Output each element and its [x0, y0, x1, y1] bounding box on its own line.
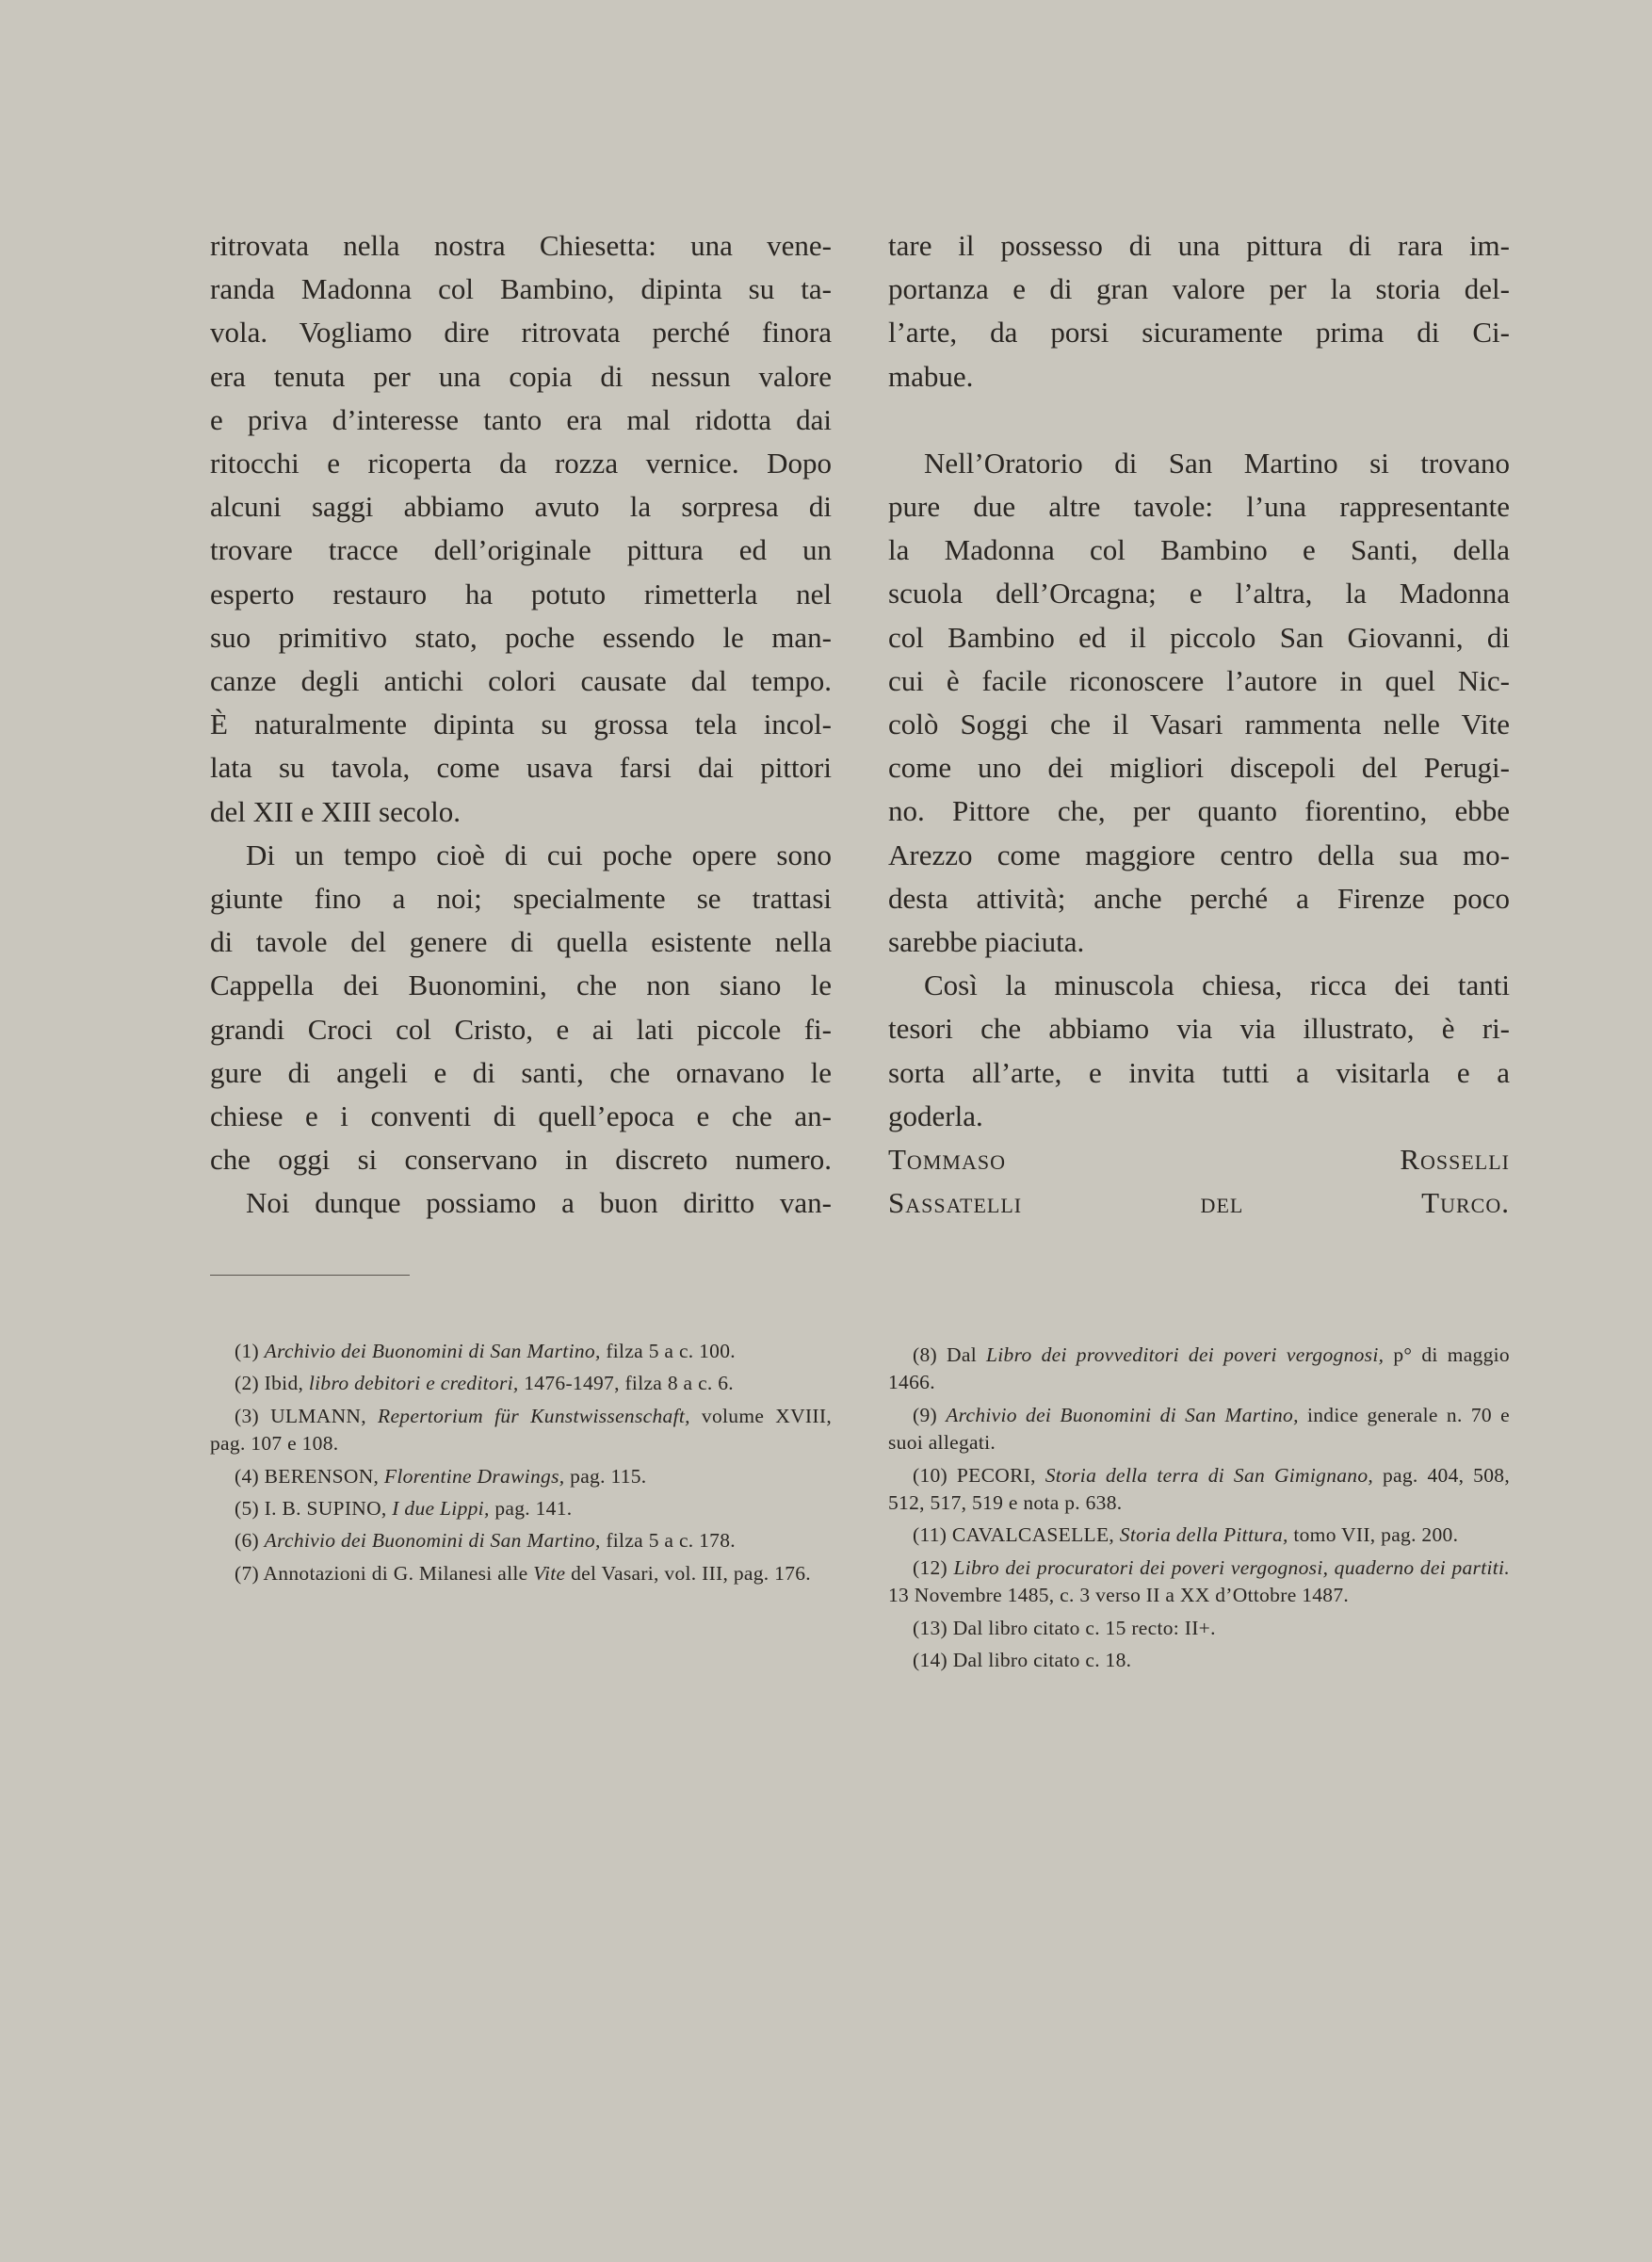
footnote-text: 13 Novembre 1485, c. 3 verso II a XX d’Ottobre 1487.: [888, 1584, 1350, 1607]
text-line: col Bambino ed il piccolo San Giovanni, di: [888, 620, 1510, 654]
footnote-title: Libro dei provveditori dei poveri vergognosi,: [986, 1343, 1385, 1366]
text-line: del XII e XIII secolo.: [210, 794, 461, 828]
text-line: chiese e i conventi di quell’epoca e che an-: [210, 1099, 832, 1133]
text-line: suo primitivo stato, poche essendo le man-: [210, 620, 832, 654]
text-line: lata su tavola, come usava farsi dai pittori: [210, 751, 832, 785]
footnote-number: (4): [235, 1464, 259, 1488]
footnote-text: p° di maggio 1466.: [888, 1343, 1510, 1394]
text-line: tesori che abbiamo via via illustrato, è ri-: [888, 1012, 1510, 1046]
footnote-text: Dal libro citato c. 15 recto: II+.: [952, 1616, 1216, 1639]
footnote-text: tomo VII, pag. 200.: [1293, 1523, 1459, 1547]
footnote-2: [210, 1370, 832, 1397]
footnote-title: Archivio dei Buonomini di San Martino,: [946, 1403, 1299, 1426]
footnote-text: 1476-1497, filza 8 a c. 6.: [524, 1372, 734, 1395]
text-line: goderla.: [888, 1098, 983, 1132]
text-line: Nell’Oratorio di San Martino si trovano: [924, 446, 1510, 480]
footnote-text: I. B. SUPINO,: [264, 1497, 387, 1521]
footnote-text: pag. 404, 508, 512, 517, 519 e nota p. 638.: [888, 1463, 1511, 1515]
text-line: Noi dunque possiamo a buon diritto van-: [246, 1186, 832, 1220]
footnote-number: (7): [235, 1561, 259, 1585]
text-line: che oggi si conservano in discreto numero.: [210, 1143, 832, 1177]
footnote-12: [888, 1554, 1510, 1610]
text-line: canze degli antichi colori causate dal tempo.: [210, 664, 832, 698]
footnote-title: libro debitori e creditori,: [308, 1372, 519, 1395]
text-line: alcuni saggi abbiamo avuto la sorpresa di: [210, 490, 832, 524]
text-line: Cappella dei Buonomini, che non siano le: [210, 968, 832, 1002]
text-line: ritocchi e ricoperta da rozza vernice. Dopo: [210, 447, 832, 480]
footnotes-left: [210, 1338, 832, 1592]
text-line: la Madonna col Bambino e Santi, della: [888, 533, 1510, 567]
footnote-text: Ibid,: [264, 1372, 304, 1395]
text-line: vola. Vogliamo dire ritrovata perché finora: [210, 316, 832, 350]
text-line: Così la minuscola chiesa, ricca dei tanti: [924, 968, 1510, 1002]
footnote-text: del Vasari, vol. III, pag. 176.: [571, 1561, 811, 1585]
footnote-number: (5): [235, 1497, 259, 1521]
footnote-11: [888, 1522, 1510, 1549]
footnote-title: Storia della Pittura,: [1119, 1523, 1288, 1547]
footnote-number: (12): [913, 1555, 948, 1579]
text-line: gure di angeli e di santi, che ornavano le: [210, 1055, 832, 1089]
footnote-title: Storia della terra di San Gimignano,: [1045, 1463, 1374, 1487]
text-line: tare il possesso di una pittura di rara im-: [888, 229, 1510, 262]
text-line: era tenuta per una copia di nessun valore: [210, 359, 832, 393]
text-line: sarebbe piaciuta.: [888, 925, 1085, 959]
text-line: di tavole del genere di quella esistente nella: [210, 925, 832, 959]
footnote-title: Archivio dei Buonomini di San Martino,: [264, 1340, 601, 1362]
footnote-14: [888, 1647, 1510, 1674]
footnote-number: (11): [913, 1523, 947, 1547]
text-line: Arezzo come maggiore centro della sua mo-: [888, 838, 1510, 871]
footnote-3: [210, 1403, 832, 1458]
footnote-5: [210, 1495, 832, 1522]
footnote-title: Archivio dei Buonomini di San Martino,: [264, 1529, 601, 1553]
right-text-column: [888, 224, 1510, 1225]
footnote-number: (6): [235, 1529, 259, 1553]
footnote-number: (9): [913, 1403, 937, 1426]
footnote-7: [210, 1560, 832, 1587]
footnote-title: Florentine Drawings,: [383, 1464, 565, 1488]
left-text-column: [210, 224, 832, 1226]
footnote-8: [888, 1342, 1510, 1397]
text-line: ritrovata nella nostra Chiesetta: una vene-: [210, 229, 832, 262]
footnote-number: (14): [913, 1649, 948, 1672]
footnotes-right: [888, 1342, 1510, 1679]
paragraph-gap: [888, 399, 1510, 442]
footnote-text: pag. 115.: [570, 1464, 647, 1488]
text-line: esperto restauro ha potuto rimetterla nel: [210, 577, 832, 610]
footnote-text: filza 5 a c. 100.: [606, 1340, 736, 1362]
text-line: grandi Croci col Cristo, e ai lati piccole fi-: [210, 1012, 832, 1046]
text-line: Di un tempo cioè di cui poche opere sono: [246, 838, 832, 871]
author-signature-line-1: Tommaso Rosselli: [888, 1143, 1510, 1177]
footnote-title: I due Lippi,: [392, 1497, 490, 1521]
text-line: pure due altre tavole: l’una rappresentante: [888, 490, 1510, 524]
text-line: come uno dei migliori discepoli del Perugi-: [888, 751, 1510, 785]
footnote-10: [888, 1462, 1510, 1518]
text-line: colò Soggi che il Vasari rammenta nelle Vite: [888, 708, 1510, 741]
text-line: mabue.: [888, 359, 974, 393]
footnote-number: (13): [913, 1616, 948, 1639]
footnote-number: (10): [913, 1463, 948, 1487]
footnote-text: pag. 141.: [494, 1497, 573, 1521]
footnote-text: Annotazioni di G. Milanesi alle: [263, 1561, 528, 1585]
footnote-13: [888, 1615, 1510, 1642]
footnote-number: (8): [913, 1343, 937, 1366]
footnote-text: Dal libro citato c. 18.: [952, 1649, 1132, 1672]
footnote-text: BERENSON,: [264, 1464, 380, 1488]
footnote-text: PECORI,: [956, 1463, 1036, 1487]
text-line: sorta all’arte, e invita tutti a visitarla e a: [888, 1055, 1510, 1089]
footnote-title: Repertorium für Kunstwissenschaft,: [378, 1404, 690, 1427]
footnote-text: volume XVIII, pag. 107 e 108.: [210, 1404, 832, 1456]
text-line: l’arte, da porsi sicuramente prima di Ci-: [888, 316, 1510, 350]
text-line: e priva d’interesse tanto era mal ridotta dai: [210, 402, 832, 436]
footnote-title: Vite: [533, 1561, 566, 1585]
footnote-4: [210, 1463, 832, 1490]
footnote-text: CAVALCASELLE,: [951, 1523, 1115, 1547]
footnote-number: (2): [235, 1372, 259, 1395]
text-line: giunte fino a noi; specialmente se trattasi: [210, 882, 832, 916]
footnote-text: Dal: [947, 1343, 977, 1366]
text-line: desta attività; anche perché a Firenze poco: [888, 881, 1510, 915]
text-line: È naturalmente dipinta su grossa tela incol-: [210, 708, 832, 741]
text-line: portanza e di gran valore per la storia del-: [888, 272, 1510, 306]
text-line: cui è facile riconoscere l’autore in quel Nic-: [888, 663, 1510, 697]
text-line: no. Pittore che, per quanto fiorentino, ebbe: [888, 794, 1510, 828]
footnote-text: filza 5 a c. 178.: [606, 1529, 736, 1553]
text-line: scuola dell’Orcagna; e l’altra, la Madonna: [888, 577, 1510, 610]
footnote-6: [210, 1527, 832, 1554]
footnote-title: Libro dei procuratori dei poveri vergognosi, quaderno dei partiti.: [953, 1555, 1510, 1579]
footnote-1: [210, 1338, 832, 1365]
footnote-text: ULMANN,: [270, 1404, 366, 1427]
text-line: randa Madonna col Bambino, dipinta su ta-: [210, 272, 832, 306]
author-signature-line-2: Sassatelli del Turco.: [888, 1186, 1510, 1220]
footnote-number: (3): [235, 1404, 259, 1427]
footnote-divider: [210, 1275, 410, 1276]
footnote-text: indice generale n. 70 e suoi allegati.: [888, 1403, 1510, 1455]
text-line: trovare tracce dell’originale pittura ed un: [210, 533, 832, 567]
footnote-number: (1): [235, 1340, 259, 1362]
footnote-9: [888, 1402, 1510, 1457]
